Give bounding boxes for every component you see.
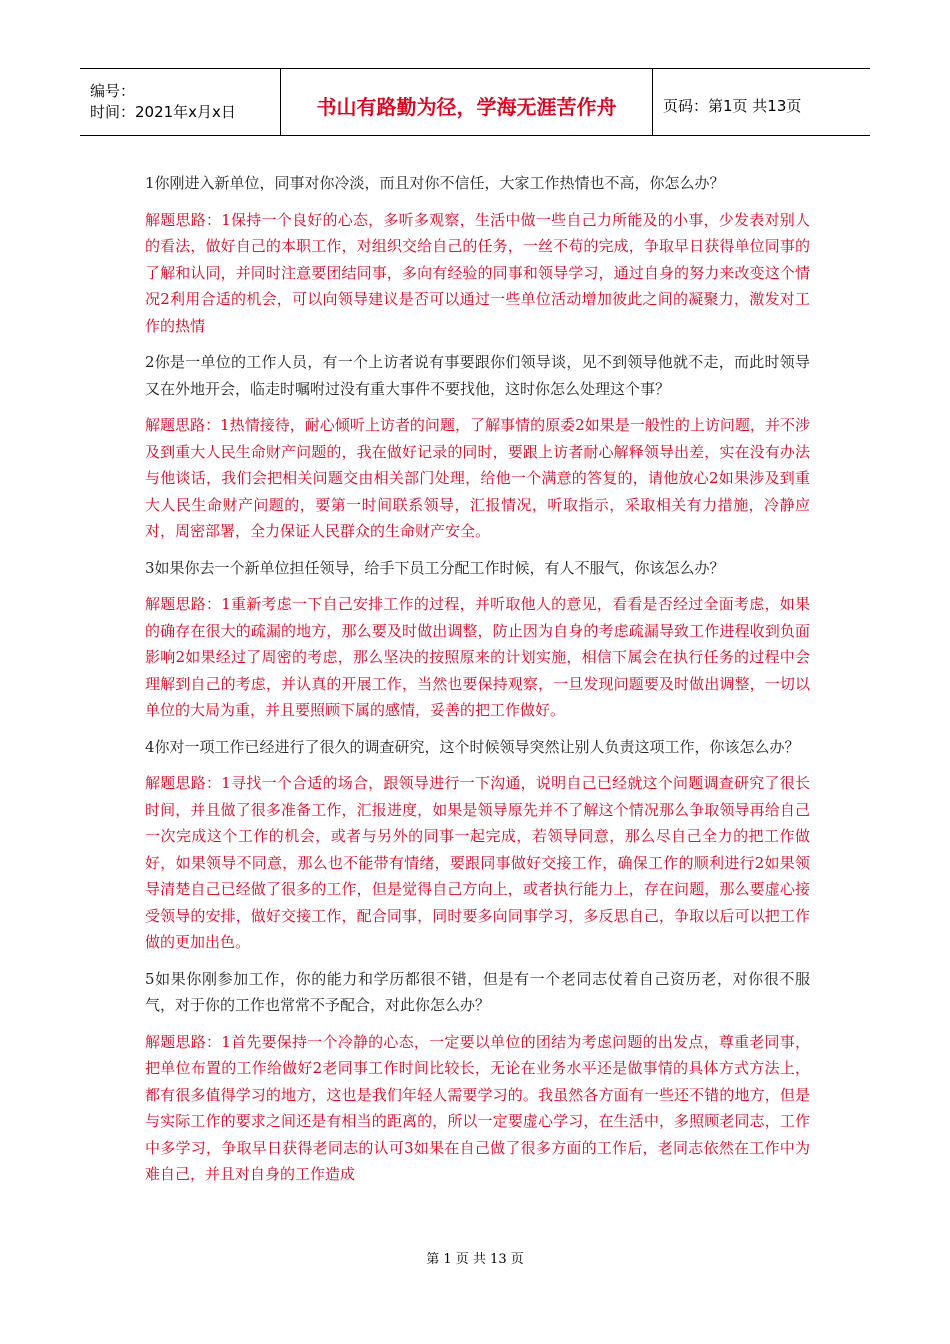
document-number-label: 编号：	[90, 82, 136, 100]
page-footer	[0, 1248, 950, 1267]
question-4: 4你对一项工作已经进行了很久的调查研究，这个时候领导突然让别人负责这项工作，你该怎么办？	[145, 737, 800, 756]
answer-5: 解题思路：1首先要保持一个冷静的心态，一定要以单位的团结为考虑问题的出发点，尊重老同事，把单位布置的工作给做好2老同事工作时间比较长，无论在业务水平还是做事情的具体方式方法上，都有很多值得学习的地方，这也是我们年轻人需要学习的。我虽然各方面有一些还不错的地方，但是与实际工作的要求之间还是有相当的距离的，所以一定要虚心学习，在生活中，多照顾老同志，工作中多学习，争取早日获得老同志的认可3如果在自己做了很多方面的工作后，老同志依然在工作中为难自己，并且对自身的工作造成	[145, 1032, 810, 1183]
header-motto-cell	[280, 69, 653, 135]
answer-2: 解题思路：1热情接待，耐心倾听上访者的问题，了解事情的原委2如果是一般性的上访问题，并不涉及到重大人民生命财产问题的，我在做好记录的同时，要跟上访者耐心解释领导出差，实在没有办法与他谈话，我们会把相关问题交由相关部门处理，给他一个满意的答复的，请他放心2如果涉及到重大人民生命财产问题的，要第一时间联系领导，汇报情况，听取指示，采取相关有力措施，冷静应对，周密部署，全力保证人民群众的生命财产安全。	[145, 416, 810, 540]
answer-4: 解题思路：1寻找一个合适的场合，跟领导进行一下沟通，说明自己已经就这个问题调查研究了很长时间，并且做了很多准备工作，汇报进度，如果是领导原先并不了解这个情况那么争取领导再给自己一次完成这个工作的机会，或者与另外的同事一起完成，若领导同意，那么尽自己全力的把工作做好，如果领导不同意，那么也不能带有情绪，要跟同事做好交接工作，确保工作的顺利进行2如果领导清楚自己已经做了很多的工作，但是觉得自己方向上，或者执行能力上，存在问题，那么要虚心接受领导的安排，做好交接工作，配合同事，同时要多向同事学习，多反思自己，争取以后可以把工作做的更加出色。	[145, 774, 810, 951]
question-1: 1你刚进入新单位，同事对你冷淡，而且对你不信任，大家工作热情也不高，你怎么办？	[145, 174, 725, 192]
header-info-cell	[80, 69, 280, 135]
header-motto: 书山有路勤为径，学海无涯苦作舟	[316, 94, 617, 119]
header-page-cell	[653, 69, 870, 135]
document-date-label: 时间：2021年x月x日	[90, 103, 236, 121]
header-page-number: 页码：第1页 共13页	[663, 96, 802, 115]
answer-1: 解题思路：1保持一个良好的心态，多听多观察，生活中做一些自己力所能及的小事，少发表对别人的看法，做好自己的本职工作，对组织交给自己的任务，一丝不苟的完成，争取早日获得单位同事的了解和认同，并同时注意要团结同事，多向有经验的同事和领导学习，通过自身的努力来改变这个情况2利用合适的机会，可以向领导建议是否可以通过一些单位活动增加彼此之间的凝聚力，激发对工作的热情	[145, 210, 810, 335]
question-5: 5如果你刚参加工作，你的能力和学历都很不错，但是有一个老同志仗着自己资历老，对你很不服气，对于你的工作也常常不予配合，对此你怎么办？	[145, 969, 810, 1014]
question-3: 3如果你去一个新单位担任领导，给手下员工分配工作时候，有人不服气，你该怎么办？	[145, 558, 725, 577]
question-2: 2你是一单位的工作人员，有一个上访者说有事要跟你们领导谈，见不到领导他就不走，而此时领导又在外地开会，临走时嘱咐过没有重大事件不要找他，这时你怎么处理这个事？	[145, 353, 810, 398]
footer-page-number: 第 1 页 共 13 页	[426, 1252, 524, 1267]
answer-3: 解题思路：1重新考虑一下自己安排工作的过程，并听取他人的意见，看看是否经过全面考虑，如果的确存在很大的疏漏的地方，那么要及时做出调整，防止因为自身的考虑疏漏导致工作进程收到负面影响2如果经过了周密的考虑，那么坚决的按照原来的计划实施，相信下属会在执行任务的过程中会理解到自己的考虑，并认真的开展工作，当然也要保持观察，一旦发现问题要及时做出调整，一切以单位的大局为重，并且要照顾下属的感情，妥善的把工作做好。	[145, 595, 810, 719]
page-header	[80, 68, 870, 136]
document-body	[145, 170, 810, 1198]
